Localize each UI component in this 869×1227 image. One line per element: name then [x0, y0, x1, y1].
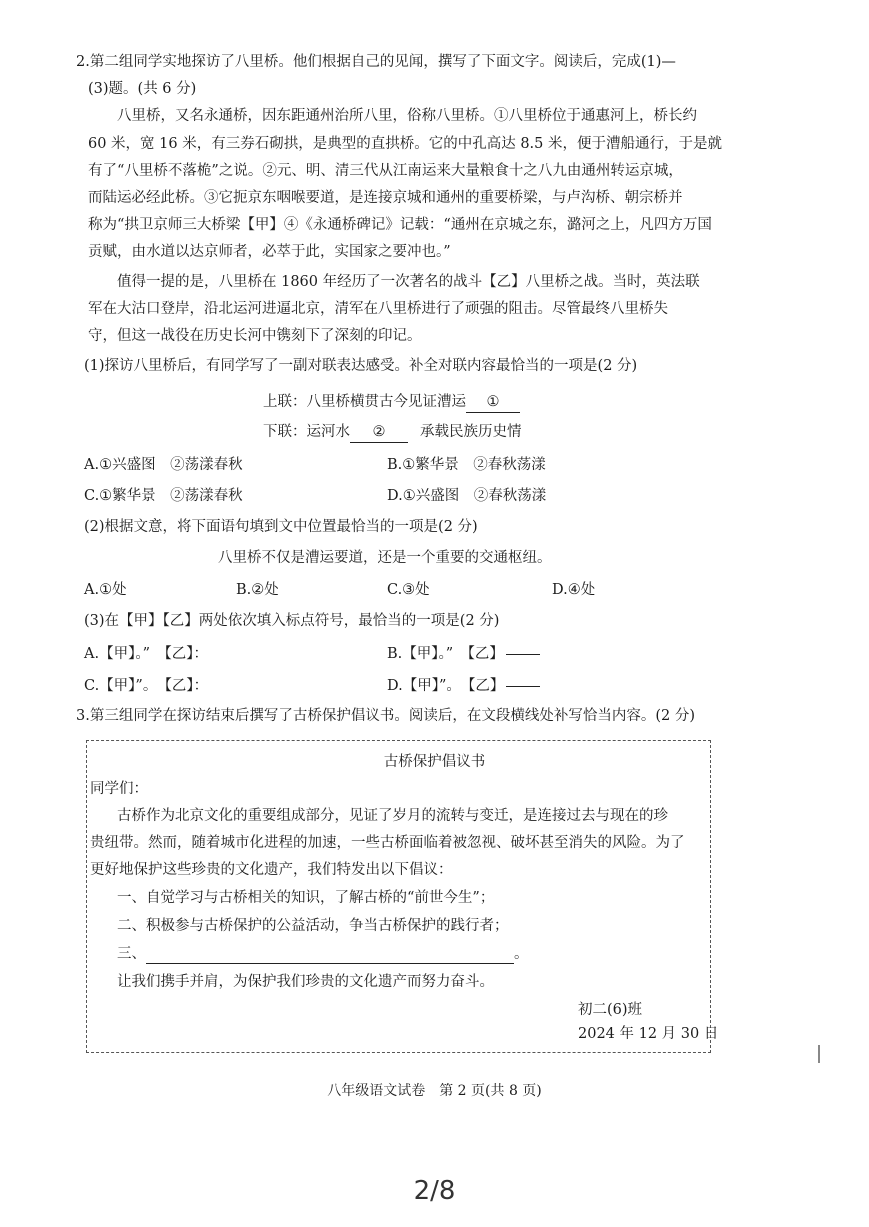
passage-line: 值得一提的是，八里桥在 1860 年经历了一次著名的战斗【乙】八里桥之战。当时，英法联: [117, 274, 700, 290]
sub3-question: (3)在【甲】【乙】两处依次填入标点符号，最恰当的一项是(2 分): [84, 613, 500, 629]
q2-header-line2: (3)题。(共 6 分): [88, 81, 197, 97]
proposal-date: 2024 年 12 月 30 日: [578, 1026, 719, 1042]
passage-line: 贡赋，由水道以达京师者，必萃于此，实国家之要冲也。”: [88, 244, 451, 260]
sub1-option-d[interactable]: D.①兴盛图 ②春秋荡漾: [387, 488, 547, 504]
sub3-option-c[interactable]: C.【甲】”。 【乙】：: [84, 678, 209, 694]
proposal-answer-blank[interactable]: [146, 949, 514, 964]
sub2-option-b[interactable]: B.②处: [236, 582, 279, 598]
dash-mark: [506, 686, 540, 687]
proposal-body-line: 贵纽带。然而，随着城市化进程的加速，一些古桥面临着被忽视、破坏甚至消失的风险。为了: [90, 835, 685, 851]
sub3-option-d[interactable]: [387, 676, 540, 696]
couplet-lower-suffix: 承载民族历史情: [420, 424, 522, 440]
proposal-item-3-suffix: 。: [514, 946, 529, 962]
couplet-lower-text: 下联：运河水: [263, 424, 350, 440]
proposal-greeting: 同学们：: [90, 781, 148, 797]
passage-line: 军在大沽口登岸，沿北运河进逼北京，清军在八里桥进行了顽强的阻击。尽管最终八里桥失: [88, 301, 668, 317]
couplet-lower: [263, 422, 522, 443]
sub2-question: (2)根据文意，将下面语句填到文中位置最恰当的一项是(2 分): [84, 519, 478, 535]
passage-line: 60 米，宽 16 米，有三券石砌拱，是典型的直拱桥。它的中孔高达 8.5 米，便于漕船通行，于是就: [88, 136, 723, 152]
sub3-option-d-text: D.【甲】”。 【乙】: [387, 678, 505, 694]
passage-line: 称为“拱卫京师三大桥梁【甲】④《永通桥碑记》记载：“通州在京城之东，潞河之上，凡四方万国: [88, 217, 712, 233]
proposal-item-2: 二、积极参与古桥保护的公益活动，争当古桥保护的践行者；: [117, 918, 509, 934]
sub1-option-c[interactable]: C.①繁华景 ②荡漾春秋: [84, 488, 243, 504]
sub2-option-a[interactable]: A.①处: [84, 582, 127, 598]
passage-line: 八里桥，又名永通桥，因东距通州治所八里，俗称八里桥。①八里桥位于通惠河上，桥长约: [117, 108, 697, 124]
passage-line: 守，但这一战役在历史长河中镌刻下了深刻的印记。: [88, 328, 422, 344]
sub2-option-c[interactable]: C.③处: [387, 582, 430, 598]
q2-header-line1: 2.第二组同学实地探访了八里桥。他们根据自己的见闻，撰写了下面文字。阅读后，完成(1)—: [76, 54, 676, 70]
proposal-title: 古桥保护倡议书: [383, 754, 486, 770]
proposal-item-3-prefix: 三、: [117, 946, 146, 962]
proposal-closing: 让我们携手并肩，为保护我们珍贵的文化遗产而努力奋斗。: [117, 974, 494, 990]
sub1-question: (1)探访八里桥后，有同学写了一副对联表达感受。补全对联内容最恰当的一项是(2 分): [84, 358, 638, 374]
page-footer: 八年级语文试卷 第 2 页(共 8 页): [327, 1083, 542, 1099]
proposal-body-line: 古桥作为北京文化的重要组成部分，见证了岁月的流转与变迁，是连接过去与现在的珍: [117, 808, 668, 824]
sub3-option-b-text: B.【甲】。” 【乙】: [387, 646, 504, 662]
sub1-option-b[interactable]: B.①繁华景 ②春秋荡漾: [387, 457, 546, 473]
sub3-option-b[interactable]: [387, 644, 540, 664]
passage-line: 而陆运必经此桥。③它扼京东咽喉要道，是连接京城和通州的重要桥梁，与卢沟桥、朝宗桥并: [88, 190, 683, 206]
couplet-lower-blank: ②: [350, 422, 408, 443]
proposal-body-line: 更好地保护这些珍贵的文化遗产，我们特发出以下倡议：: [90, 862, 453, 878]
couplet-upper-text: 上联：八里桥横贯古今见证漕运: [263, 394, 466, 410]
proposal-signature: 初二(6)班: [578, 1002, 643, 1018]
sub2-sentence: 八里桥不仅是漕运要道，还是一个重要的交通枢纽。: [218, 550, 552, 566]
sub1-option-a[interactable]: A.①兴盛图 ②荡漾春秋: [84, 457, 243, 473]
scan-mark: [818, 1045, 820, 1063]
passage-line: 有了“八里桥不落桅”之说。②元、明、清三代从江南运来大量粮食十之八九由通州转运京城，: [88, 163, 683, 179]
couplet-upper: [263, 392, 520, 413]
proposal-item-3: [117, 944, 529, 964]
page-indicator: 2/8: [413, 1176, 456, 1206]
sub2-option-d[interactable]: D.④处: [552, 582, 596, 598]
couplet-upper-blank: ①: [466, 392, 520, 413]
proposal-item-1: 一、自觉学习与古桥相关的知识，了解古桥的“前世今生”；: [117, 890, 495, 906]
dash-mark: [506, 654, 540, 655]
sub3-option-a[interactable]: A.【甲】。” 【乙】：: [84, 646, 208, 662]
q3-question: 3.第三组同学在探访结束后撰写了古桥保护倡议书。阅读后，在文段横线处补写恰当内容。(2 分): [76, 708, 695, 724]
